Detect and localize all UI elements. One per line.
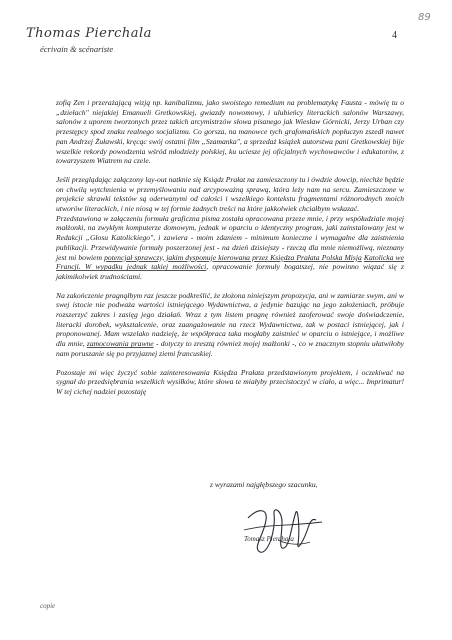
paragraph-1 bbox=[56, 98, 404, 166]
paragraph-2 bbox=[56, 175, 404, 214]
handwritten-signature bbox=[238, 500, 328, 560]
letter-body bbox=[56, 98, 404, 406]
underlined-phrase-1: potencjał sprawczy, jakim dysponuje kierowana przez Księdza Prałata Polska Misja bbox=[104, 252, 362, 262]
handwritten-page-mark: 89 bbox=[418, 12, 431, 23]
paragraph-4-end: - dotyczy to zresztą również mojej małżonki -, co w znacznym stopniu ułatwiłoby nam poruszanie się po przyjaznej ziemi francuskiej. bbox=[56, 339, 404, 358]
paragraph-4-text: Na zakończenie pragnąłbym raz jeszcze podkreślić, że złożona niniejszym propozycja, ani w zamiarze swym, ani w swej istocie nie podważa wartości istniejącego Wydawnictwa, a jedynie bazując na jego założeniach, próbuje rozszerzyć zakres i zasięg jego działań. Wraz z tym listem pragnę również zaoferować swoje doświadczenie, literacki dorobek, wykształcenie, oraz zaangażowanie na rzecz Wydawnictwa, tak w postaci istniejącej, jak i proponowanej. Mam wszelako nadzieję, że współpraca taka mogłaby zaistnieć w oparciu o istniejące, i możliwe dla mnie, bbox=[56, 290, 404, 349]
author-role: écrivain & scénariste bbox=[40, 44, 114, 54]
paragraph-1-text: zofią Zen i przerażającą wizją np. kanibalizmu, jako swoistego remedium na problematykę Fausta - mówię tu o „dziełach" niejakiej Emanueli Gretkowskiej, gwiazdy nowomowy, i ulubieńcy literackich salonów Warszawy, salonów z uporem tworzonych przez takich arcymistrzów słowa pisanego jak Wiesław Górnicki, Jerzy Urban czy przestępcy spod znaku realnego socjalizmu. Co gorsza, na manowce tych grafomańskich popłuczyn zszedł nawet pan Andrzej Żuławski, kręcąc swój ostatni film „Szamanka", a sprzedaż książek autorstwa pani Gretkowskiej bije wszelkie rekordy powodzenia wśród młodzieży polskiej, ku uciesze jej oficjalnych wychowawców i edukatorów, z towarzyszem Wiatrem na czele. bbox=[56, 98, 404, 166]
underlined-phrase-2: Katolicka we Francji. W wypadku jednak takiej możliwości bbox=[56, 252, 404, 272]
signatory-name: Tomasz Pierchała bbox=[244, 535, 294, 543]
closing-salutation: z wyrazami najgłębszego szacunku, bbox=[210, 480, 318, 489]
footer-note: copie bbox=[40, 602, 56, 610]
paragraph-2a-text: Jeśli przeglądając załączony lay-out natknie się Ksiądz Prałat na zamieszczony tu i ówdzie dowcip, niechże będzie on chwilą wytchnienia w przemyślowaniu nad arcypoważną sprawą, która leży nam na sercu. Zamieszczone w projekcie skrawki tekstów są oderwanymi od całości i wszelkiego kontekstu fragmentami różnorodnych moich utworów literackich, i nie niosą w tej formie żadnych treści na które jakkolwiek chciałbym wskazać. bbox=[56, 174, 404, 214]
paragraph-3 bbox=[56, 214, 404, 282]
page-number: 4 bbox=[392, 30, 397, 41]
paragraph-3-end: , opracowanie formuły bogatszej, nie powinno wiązać się z jakimikolwiek trudnościami. bbox=[56, 262, 404, 281]
author-name: Thomas Pierchala bbox=[26, 26, 152, 41]
paragraph-4 bbox=[56, 291, 404, 359]
paragraph-3-text: Przedstawiona w załączeniu formuła graficzna pisma została opracowana przeze mnie, i przy współudziale mojej małżonki, na zwykłym komputerze domowym, jednak w oparciu o identyczny program, jaki zainstalowany jest w Redakcji „Głosu Katolickiego", i zawiera - moim zdaniem - minimum konieczne i wymagalne dla zaistnienia publikacji. Przewidywanie formuły poszerzonej jest - na dzień dzisiejszy - rzeczą dla mnie niemożliwą, nieznany jest mi bowiem bbox=[56, 213, 404, 262]
paragraph-5-text: Pozostaje mi więc życzyć sobie zainteresowania Księdza Prałata przedstawionym projektem, i oczekiwać na sygnał do przedsiębrania wszelkich wysiłków, które słowa te miałyby przecistoczyć w ciało, a więc... Imprimatur! W tej cichej nadziei pozostaję bbox=[56, 367, 404, 396]
underlined-phrase-3: zamocowania prawne bbox=[86, 339, 154, 349]
paragraph-5 bbox=[56, 368, 404, 397]
